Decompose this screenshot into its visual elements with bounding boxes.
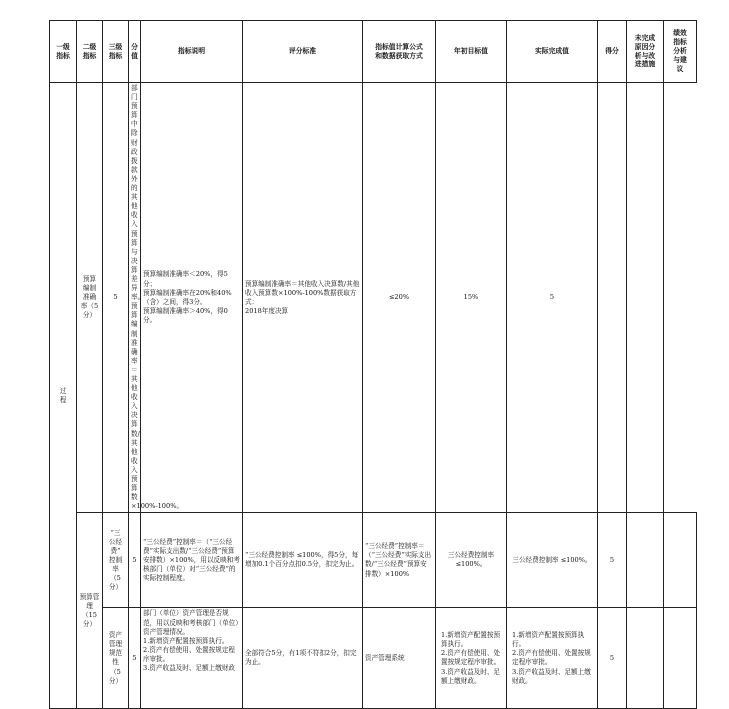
description-cell [141,608,243,709]
formula-cell: 资产管理系统 [363,608,436,709]
header-score: 得分 [598,21,627,83]
header-criteria: 评分标准 [243,21,363,83]
actual-cell: 15% [436,83,507,513]
suggestion-cell [627,83,664,513]
weight-cell: 5 [129,513,141,608]
header-level3: 三级 指标 [103,21,129,83]
weight-cell: 5 [103,83,129,513]
reason-cell [598,83,627,513]
level3-cell: 预算 编制 准确 率（5 分） [77,83,103,513]
target-cell: 1.新增资产配置按预算执行。 2.资产有偿使用、处置按规定程序审批。 3.资产收益及时、足额上缴财政。 [436,608,507,709]
criteria-cell: 全部符合5分，有1项不符扣2分，扣完为止。 [243,608,363,709]
criteria-cell: “三公经费控制率 ≤100%，得5分，每增加0.1个百分点扣0.5分，扣完为止。 [243,513,363,608]
weight-cell: 5 [129,608,141,709]
level2-cell: 预算管 理（15 分） [77,513,103,709]
criteria-cell: 预算编制准确率＜20%，得5分； 预算编制准确率在20%和40%（含）之间，得3分。 预算编制准确率＞40%，得0分。 [141,83,243,513]
header-suggestion: 绩效 指标 分析 与建 议 [664,21,697,83]
score-cell: 5 [598,513,627,608]
score-cell: 5 [598,608,627,709]
level3-cell: 资产 管理 规范 性 （5 分） [103,608,129,709]
formula-cell: “三公经费”控制率＝（“三公经费”实际支出数/“三公经费”预算安排数）×100% [363,513,436,608]
header-weight: 分 值 [129,21,141,83]
suggestion-cell [664,608,697,709]
level3-cell: “三 公经 费” 控制 率 （5 分） [103,513,129,608]
reason-cell [627,608,664,709]
target-cell: 三公经费控制率 ≤100%。 [436,513,507,608]
header-target: 年初目标值 [436,21,507,83]
description-text: 部门（单位）资产管理是否规范，用以反映和考核部门（单位）资产管理情况。 1.新增资产配置按预算执行。 2.资产有偿使用、处置按规定程序审批。 3.资产收益及时、足额上缴财政 [143,609,239,672]
reason-cell [627,513,664,608]
suggestion-cell [664,513,697,608]
header-level2: 二级 指标 [77,21,103,83]
header-level1: 一级 指标 [50,21,77,83]
header-actual: 实际完成值 [507,21,598,83]
actual-cell: 三公经费控制率 ≤100%。 [507,513,598,608]
table-row [50,513,697,608]
level1-cell: 过 程 [50,83,77,709]
header-row [50,21,697,83]
table-row [50,83,697,513]
formula-cell: 预算编制准确率＝其他收入决算数/其他收入预算数×100%-100%数据获取方式： 2018年度决算 [243,83,363,513]
performance-indicator-table [49,20,697,709]
header-description: 指标说明 [141,21,243,83]
description-cell: 部门预算中除财政拨款外的其他收入预算与决算差异率。 预算编制准确率＝其他收入决算数/其他收入预算数×100%-100%。 [129,83,141,513]
table-row [50,608,697,709]
description-cell: “三公经费”控制率＝（“三公经费”实际支出数/“三公经费”预算安排数）×100%，用以反映和考核部门（单位）对“三公经费”的实际控制程度。 [141,513,243,608]
header-reason: 未完成 原因分 析与改 进措施 [627,21,664,83]
header-formula: 指标值计算公式 和数据获取方式 [363,21,436,83]
score-cell: 5 [507,83,598,513]
target-cell: ≤20% [363,83,436,513]
actual-cell: 1.新增资产配置按预算执行。 2.资产有偿使用、处置按规定程序审批。 3.资产收益及时、足额上缴财政。 [507,608,598,709]
